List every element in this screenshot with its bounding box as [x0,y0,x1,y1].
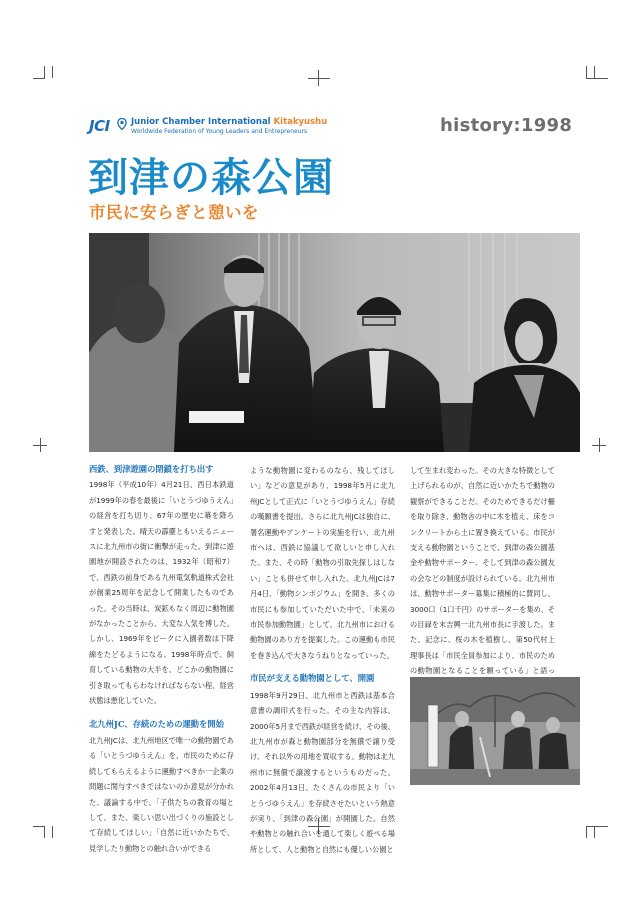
jci-logo-mark: JCI [89,117,110,135]
crop-mark [599,438,600,452]
body-paragraph: ような動物園に変わるのなら、残してほしい」などの意見があり、1998年5月に北九州JCとして正式に「いとうづゆうえん」存続の嘆願書を提出。さらに北九州JCは独自に、署名運動やアンケートの実施を行い、北九州市へは、西鉄に協議して欲しいと申し入れた。また、その時「動物の引取先探しはしない」ことも併せて申し入れた。北九州JCは7月4日、「動物シンポジウム」を開き、多くの市民にも参加していただいた中で、「未来の市民参加動物園」として、北九州市における動物園のあり方を提案した。この運動も市民を巻き込んで大きなうねりとなっていった。 [250,466,395,660]
crop-mark [308,78,330,79]
article-title: 到津の森公園 [88,154,334,201]
section-heading: 北九州JC、存続のための運動を開始 [89,718,224,729]
org-name [131,117,327,127]
crop-mark [586,826,608,827]
crop-mark [586,78,608,79]
article-subtitle: 市民に安らぎと憩いを [89,203,259,222]
crop-mark [594,826,595,838]
history-label: history:1998 [440,115,573,136]
section-heading: 市民が支える動物園として、開園 [250,673,375,684]
crop-mark [52,826,53,838]
article-column-2 [250,463,395,857]
crop-mark [44,66,45,78]
crop-mark [594,66,595,78]
section-heading: 西鉄、到津遊園の閉鎖を打ち出す [89,464,214,474]
article-column-1 [89,462,234,856]
body-paragraph: 1998年9月29日、北九州市と西鉄は基本合意書の調印式を行った。その主な内容は、2000年5月まで西鉄が経営を続け、その後、北九州市が森と動物園部分を無償で譲り受け、それ以外の用地を買収する。動物は北九州市に無償で譲渡するというものだった。2002年4月13日、たくさんの市民より「いとうづゆうえん」を存続させたいという熱意が実り、「到津の森公園」が開園した。自然や動物との触れ合いを通して楽しく遊べる場所として、人と動物と自然にも優しい公園と [250,690,395,854]
org-name-text: Junior Chamber International [131,117,271,127]
crop-mark [586,826,587,838]
tree-planting-photo-image [410,677,580,785]
crop-mark [586,66,587,78]
main-photo [89,233,580,452]
org-tagline: Worldwide Federation of Young Leaders and Entrepreneurs [131,128,308,135]
body-paragraph: して生まれ変わった。その大きな特徴として上げられるのが、自然に近いかたちで動物の観察ができることだ。そのためできるだけ柵を取り除き、動物舎の中に木を植え、床をコンクリートから土に置き換えている。市民が支える動物園ということで、到津の森公園基金や動物サポーター、そして到津の森公園友の会などの制度が設けられている。北九州市は、動物サポーター募集に積極的に賛同し、3000口（1口千円）のサポーターを集め、その目録を末吉興一北九州市長に手渡した。また、記念に、桜の木を植樹し、第50代村上理事長は「市民全員参加により、市民のための動物園となることを願っている」と語っ [410,466,555,676]
crop-mark [40,438,41,452]
org-city: Kitakyushu [273,117,328,127]
crop-mark [33,78,45,79]
body-paragraph: 北九州JCは、北九州地区で唯一の動物園である「いとうづゆうえん」を、市民のために存続してもらえるように運動すべきか一企業の問題に関与すべきではないのか意見が分かれた。議論する中で、「子供たちの教育の場として、また、楽しい思い出づくりの施設として存続してほしい」「自然に近いかたちで、見学したり動物との触れ合いができる [89,735,234,853]
crop-mark [44,826,45,838]
crop-mark [52,66,53,78]
location-pin-icon [117,118,127,130]
body-paragraph: 1998年（平成10年）4月21日、西日本鉄道が1999年の春を最後に「いとうづゆうえん」の経営を打ち切り、67年の歴史に幕を降ろすと発表した。晴天の霹靂ともいえるニュースに北九州市の街に衝撃が走った。到津に遊園地が開設されたのは、1932年（昭和7）で、西鉄の前身である九州電気軌道株式会社が創業25周年を記念して開業したものであった。その当時は、炭鉱もなく周辺に動物園がなかったことから、大変な人気を博した。しかし、1969年をピークに入園者数は下降線をたどるようになる。1998年時点で、飼育している動物の大半を、どこかの動物園に引き取ってもらわなければならない程、経営状態は悪化していた。 [89,480,234,706]
crop-mark [318,70,319,86]
main-photo-image [89,233,580,452]
tree-planting-photo [410,677,580,785]
